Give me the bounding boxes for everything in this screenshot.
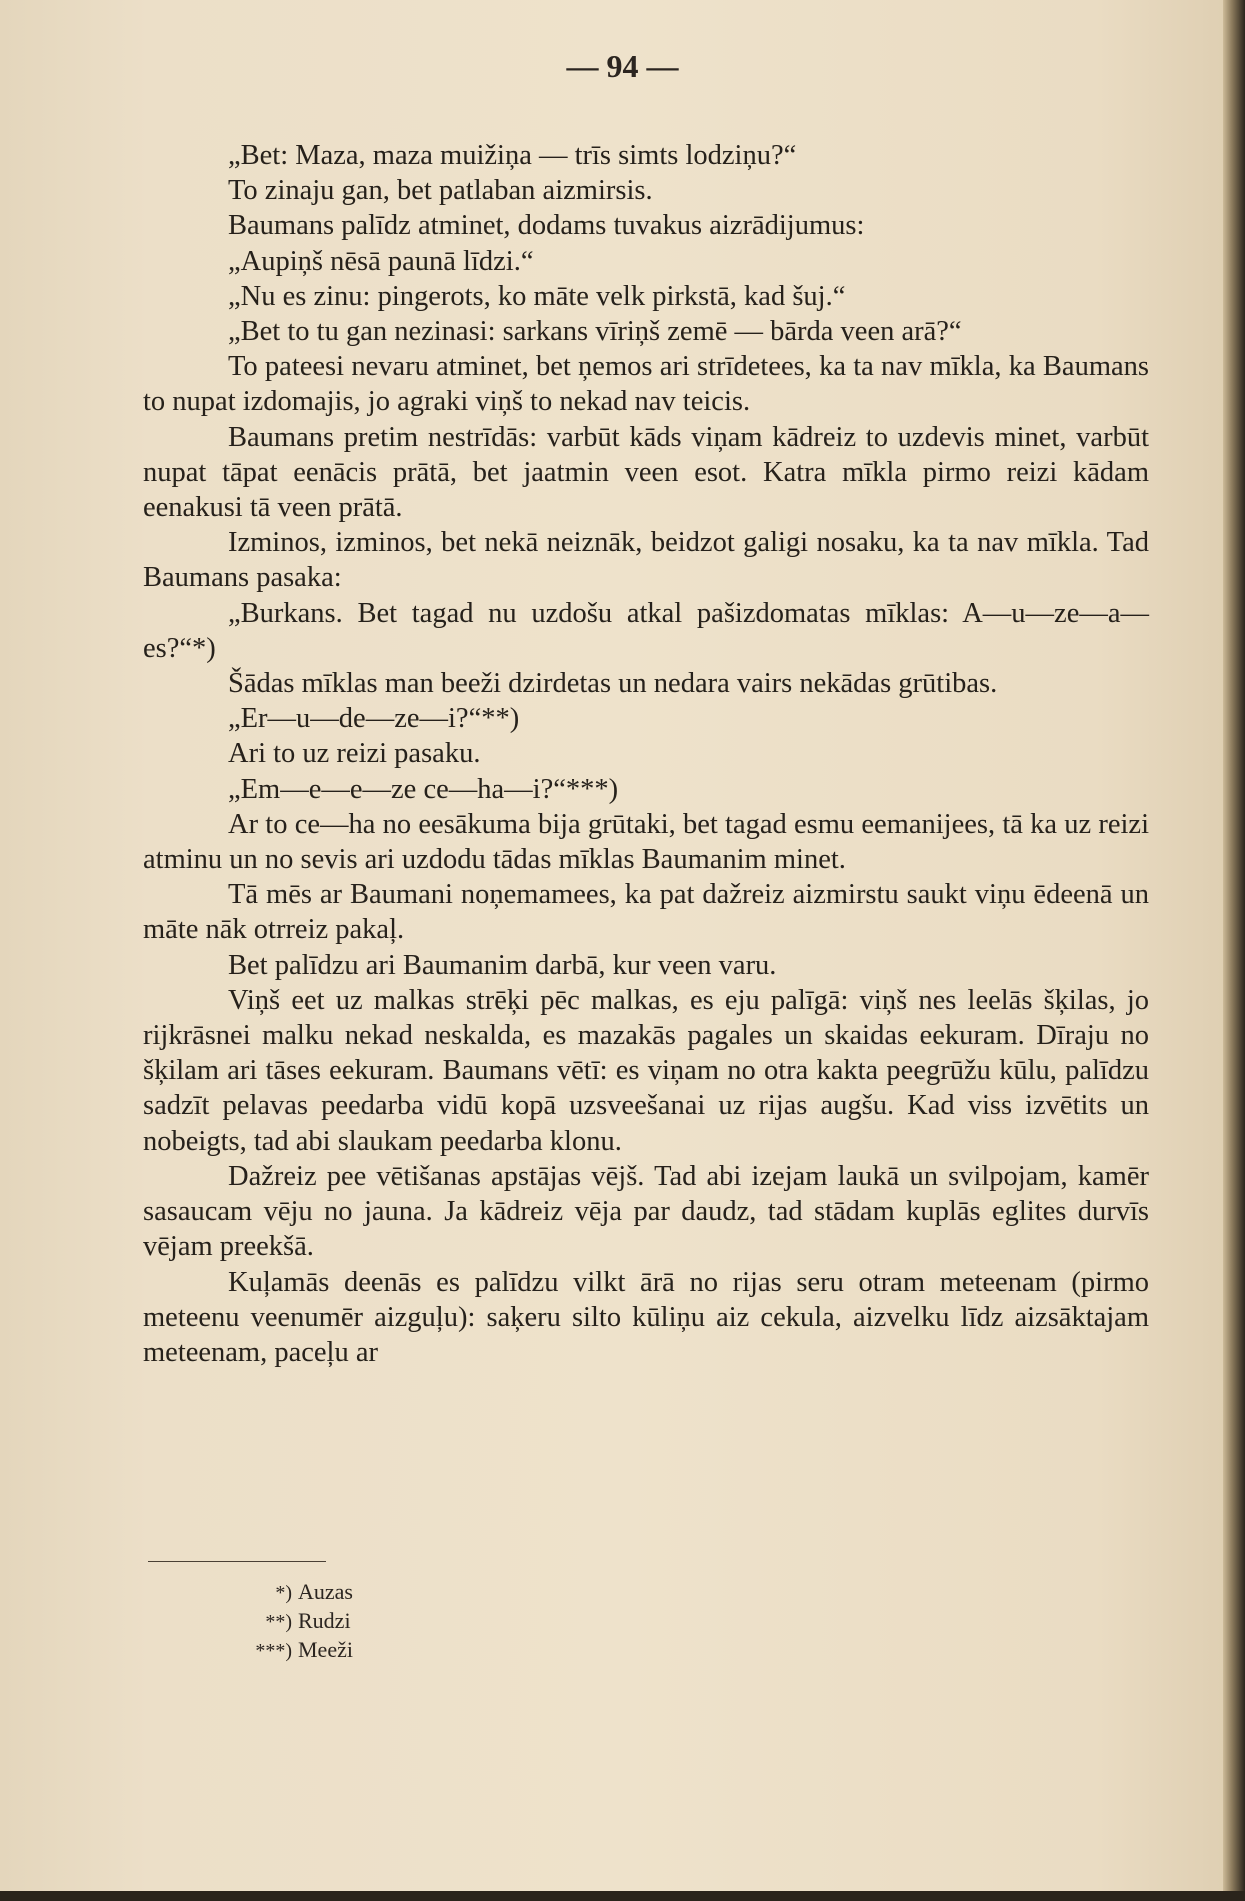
footnote-text: Meeži — [298, 1637, 353, 1662]
footnote-mark: **) — [265, 1611, 292, 1633]
footnote-mark: *) — [275, 1582, 292, 1604]
paragraph-14: „Em—e—e—ze ce—ha—i?“***) — [228, 773, 619, 805]
footnote-1 — [228, 1578, 353, 1607]
paragraph-19: Dažreiz pee vētišanas apstājas vējš. Tad abi izejam laukā un svilpojam, kamēr sasaucam vēju no jauna. Ja kādreiz vēja par daudz, tad stādam kuplās eglites durvīs vējam preekšā. — [143, 1160, 1149, 1263]
paragraph-1: „Bet: Maza, maza muižiņa — trīs simts lodziņu?“ — [228, 140, 797, 171]
paragraph-11: Šādas mīklas man beeži dzirdetas un nedara vairs nekādas grūtibas. — [228, 668, 998, 700]
paragraph-4: „Aupiņš nēsā paunā līdzi.“ — [228, 245, 534, 277]
footnote-divider — [148, 1561, 326, 1562]
paragraph-8: Baumans pretim nestrīdās: varbūt kāds viņam kādreiz to uzdevis minet, varbūt nupat tāpat eenācis prātā, bet jaatmin veen esot. Katra mīkla pirmo reizi kādam eenakusi tā veen prātā. — [143, 421, 1149, 524]
paragraph-3: Baumans palīdz atminet, dodams tuvakus aizrādijumus: — [228, 210, 865, 242]
paragraph-6: „Bet to tu gan nezinasi: sarkans vīriņš zemē — bārda veen arā?“ — [228, 316, 962, 348]
footnote-text: Rudzi — [298, 1608, 351, 1633]
footnote-text: Auzas — [298, 1579, 353, 1604]
paragraph-20: Kuļamās deenās es palīdzu vilkt ārā no rijas seru otram meteenam (pirmo meteenu veenumēr aizguļu): saķeru silto kūliņu aiz cekula, aizvelku līdz aizsāktajam meteenam, paceļu ar — [143, 1266, 1149, 1368]
paragraph-10: „Burkans. Bet tagad nu uzdošu atkal pašizdomatas mīklas: A—u—ze—a—es?“*) — [143, 597, 1149, 664]
paragraph-5: „Nu es zinu: pingerots, ko māte velk pirkstā, kad šuj.“ — [228, 280, 846, 312]
paragraph-15: Ar to ce—ha no eesākuma bija grūtaki, bet tagad esmu eemanijees, tā ka uz reizi atminu un no sevis ari uzdodu tādas mīklas Baumanim minet. — [143, 808, 1149, 876]
paragraph-18: Viņš eet uz malkas strēķi pēc malkas, es eju palīgā: viņš nes leelās šķilas, jo rijkrāsnei malku nekad neskalda, es mazakās pagales un skaidas eekuram. Dīraju no šķilam ari tāses eekuram. Baumans vētī: es viņam no otra kakta peegrūžu kūlu, palīdzu sadzīt pelavas peedarba vidū kopā uzsveešanai uz rijas augšu. Kad viss izvētits un nobeigts, tad abi slaukam peedarba klonu. — [143, 984, 1149, 1157]
footnote-3 — [228, 1636, 353, 1665]
paragraph-7: To pateesi nevaru atminet, bet ņemos ari strīdetees, ka ta nav mīkla, ka Baumans to nupat izdomajis, jo agraki viņš to nekad nav teicis. — [143, 351, 1149, 418]
paragraph-2: To zinaju gan, bet patlaban aizmirsis. — [228, 175, 653, 207]
paragraph-9: Izminos, izminos, bet nekā neiznāk, beidzot galigi nosaku, ka ta nav mīkla. Tad Baumans pasaka: — [143, 527, 1149, 594]
footnote-2 — [228, 1607, 353, 1636]
footnote-mark: ***) — [255, 1640, 292, 1662]
paragraph-12: „Er—u—de—ze—i?“**) — [228, 703, 520, 735]
page-number: — 94 — — [566, 48, 679, 84]
paragraph-13: Ari to uz reizi pasaku. — [228, 738, 481, 770]
page-bottom-edge — [0, 1891, 1245, 1901]
body-text — [143, 138, 1149, 1370]
page-edge-shadow — [1223, 0, 1245, 1901]
paragraph-16: Tā mēs ar Baumani noņemamees, ka pat dažreiz aizmirstu saukt viņu ēdeenā un māte nāk otrreiz pakaļ. — [143, 879, 1149, 946]
paragraph-17: Bet palīdzu ari Baumanim darbā, kur veen varu. — [228, 949, 777, 981]
footnotes — [228, 1578, 353, 1665]
